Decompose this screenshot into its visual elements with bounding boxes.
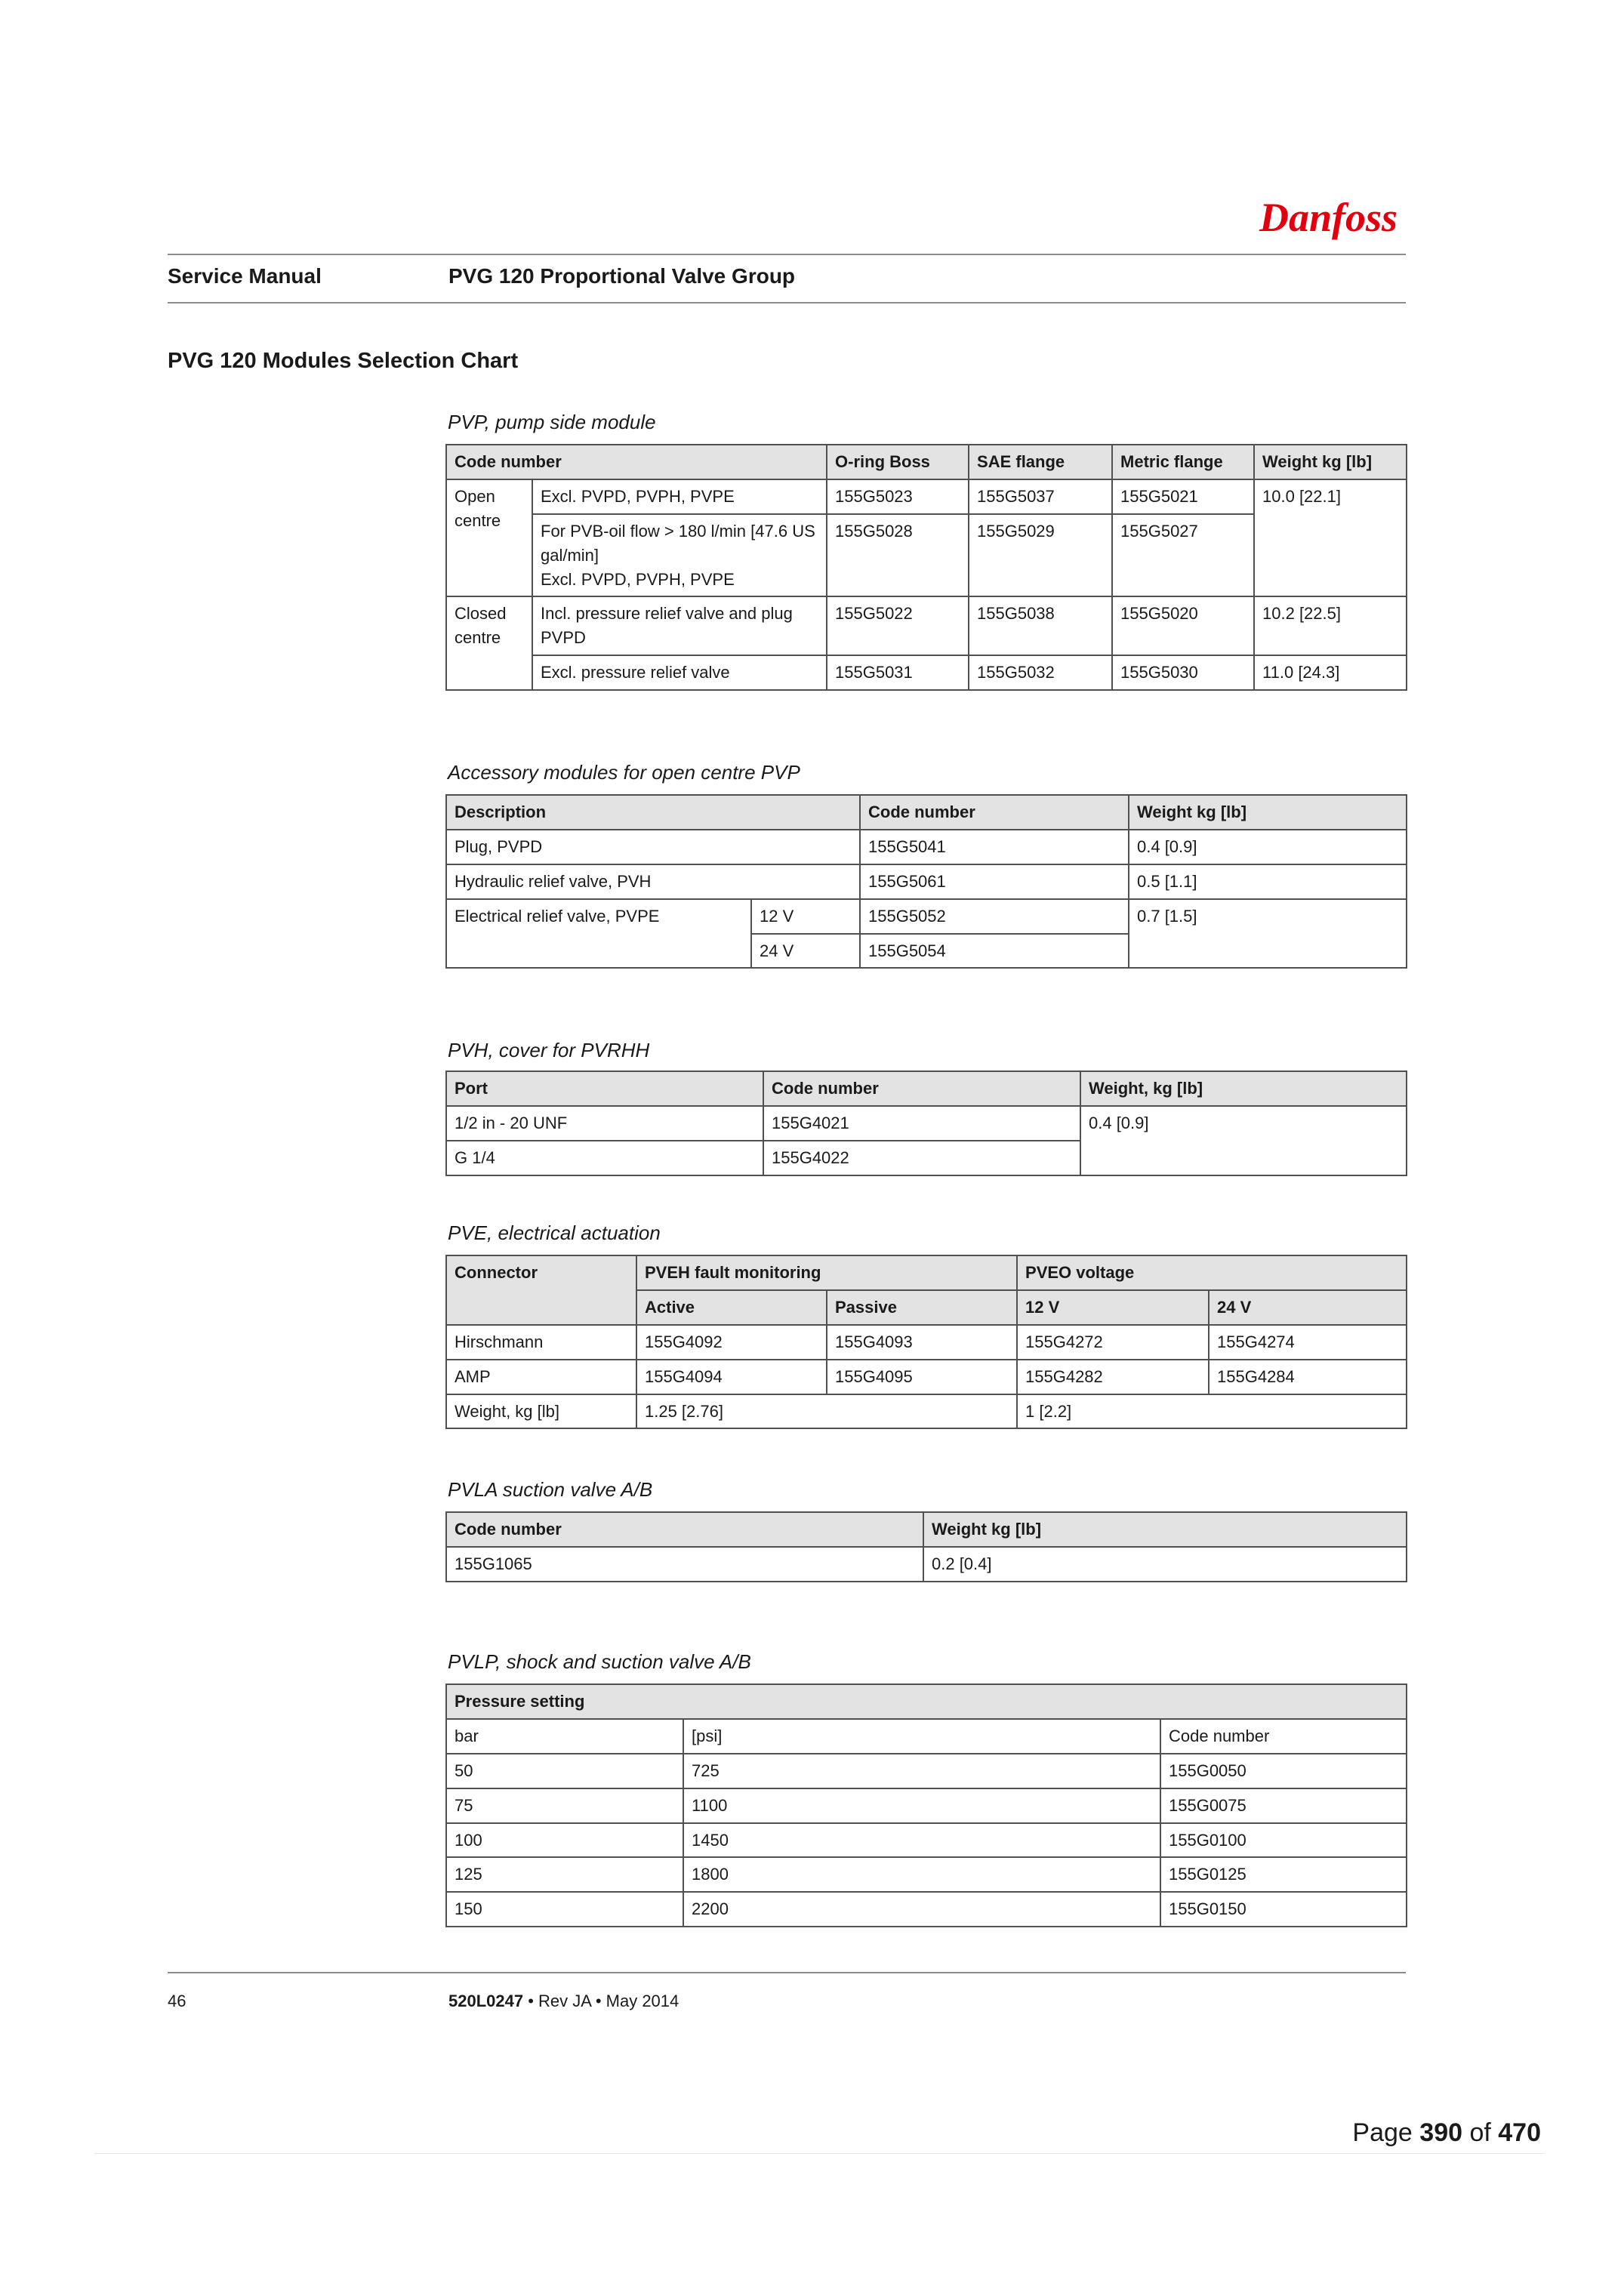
accessory-caption: Accessory modules for open centre PVP — [448, 761, 800, 784]
table-header-row — [446, 1512, 1407, 1547]
cell-sae: 155G5038 — [969, 596, 1112, 655]
cell-metric: 155G5027 — [1112, 514, 1254, 597]
footer-rule — [168, 1972, 1406, 1973]
cell-weight-pveo: 1 [2.2] — [1017, 1394, 1407, 1429]
table-header-row — [446, 1071, 1407, 1106]
cell-code: 155G4022 — [763, 1141, 1080, 1175]
col-header-port: Port — [446, 1071, 763, 1106]
header-bottom-rule — [168, 302, 1406, 303]
cell-metric: 155G5020 — [1112, 596, 1254, 655]
cell-oring: 155G5031 — [827, 655, 969, 690]
cell-weight: 11.0 [24.3] — [1254, 655, 1407, 690]
cell-active: 155G4092 — [636, 1325, 827, 1360]
cell-voltage: 12 V — [751, 899, 860, 934]
pve-caption: PVE, electrical actuation — [448, 1221, 661, 1244]
col-header-24v: 24 V — [1209, 1290, 1407, 1325]
cell-weight-pveh: 1.25 [2.76] — [636, 1394, 1017, 1429]
col-header-weight: Weight, kg [lb] — [1080, 1071, 1407, 1106]
cell-bar: 75 — [446, 1788, 683, 1823]
col-subheader-psi: [psi] — [683, 1719, 1160, 1754]
table-header-row — [446, 1684, 1407, 1719]
danfoss-logo — [1253, 184, 1404, 245]
table-row — [446, 1754, 1407, 1788]
viewer-page-separator — [94, 2153, 1544, 2154]
col-header-weight: Weight kg [lb] — [1129, 795, 1407, 830]
cell-code: 155G4021 — [763, 1106, 1080, 1141]
table-row — [446, 1892, 1407, 1927]
cell-code: 155G0100 — [1160, 1823, 1407, 1858]
cell-12v: 155G4272 — [1017, 1325, 1209, 1360]
pvp-table — [445, 444, 1407, 691]
cell-port: G 1/4 — [446, 1141, 763, 1175]
col-header-passive: Passive — [827, 1290, 1017, 1325]
cell-sae: 155G5037 — [969, 479, 1112, 514]
cell-code: 155G0150 — [1160, 1892, 1407, 1927]
cell-connector: Hirschmann — [446, 1325, 636, 1360]
cell-psi: 1450 — [683, 1823, 1160, 1858]
cell-weight: 0.7 [1.5] — [1129, 899, 1407, 969]
pvp-caption: PVP, pump side module — [448, 411, 656, 433]
cell-desc: Incl. pressure relief valve and plug PVPD — [532, 596, 827, 655]
cell-24v: 155G4274 — [1209, 1325, 1407, 1360]
col-header-weight: Weight kg [lb] — [1254, 445, 1407, 479]
cell-sae: 155G5029 — [969, 514, 1112, 597]
table-row — [446, 1394, 1407, 1429]
cell-weight: 0.4 [0.9] — [1129, 830, 1407, 864]
cell-oring: 155G5022 — [827, 596, 969, 655]
cell-weight: 0.4 [0.9] — [1080, 1106, 1407, 1175]
header-manual-label: Service Manual — [168, 264, 322, 288]
pve-table — [445, 1255, 1407, 1429]
col-header-pveo: PVEO voltage — [1017, 1255, 1407, 1290]
pager-of: of — [1462, 2118, 1499, 2147]
cell-desc: Excl. pressure relief valve — [532, 655, 827, 690]
pvlp-table — [445, 1684, 1407, 1927]
table-row — [446, 1106, 1407, 1141]
footer-doc-number: 520L0247 — [448, 1992, 524, 2010]
pager-prefix: Page — [1352, 2118, 1420, 2147]
cell-port: 1/2 in - 20 UNF — [446, 1106, 763, 1141]
cell-code: 155G5041 — [860, 830, 1129, 864]
cell-passive: 155G4093 — [827, 1325, 1017, 1360]
table-row — [446, 899, 1407, 934]
col-subheader-code: Code number — [1160, 1719, 1407, 1754]
cell-weight: 0.5 [1.1] — [1129, 864, 1407, 899]
cell-weight: 10.0 [22.1] — [1254, 479, 1407, 597]
cell-connector: AMP — [446, 1360, 636, 1394]
cell-desc-line1: For PVB-oil flow > 180 l/min [47.6 US gal/min] — [541, 521, 815, 565]
cell-12v: 155G4282 — [1017, 1360, 1209, 1394]
table-row — [446, 1325, 1407, 1360]
col-header-connector: Connector — [446, 1255, 636, 1325]
cell-psi: 2200 — [683, 1892, 1160, 1927]
cell-code: 155G0050 — [1160, 1754, 1407, 1788]
cell-psi: 1800 — [683, 1857, 1160, 1892]
accessory-table — [445, 794, 1407, 969]
group-label-open: Open centre — [446, 479, 532, 597]
cell-passive: 155G4095 — [827, 1360, 1017, 1394]
col-header-pveh: PVEH fault monitoring — [636, 1255, 1017, 1290]
col-header-weight: Weight kg [lb] — [923, 1512, 1407, 1547]
footer-doc-revision: • Rev JA • May 2014 — [523, 1992, 679, 2010]
col-header-sae: SAE flange — [969, 445, 1112, 479]
pager-current: 390 — [1419, 2118, 1463, 2147]
col-header-code: Code number — [763, 1071, 1080, 1106]
footer-page-number: 46 — [168, 1992, 186, 2010]
cell-desc: Electrical relief valve, PVPE — [446, 899, 751, 969]
cell-weight: 10.2 [22.5] — [1254, 596, 1407, 655]
table-header-row — [446, 1255, 1407, 1290]
cell-weight: 0.2 [0.4] — [923, 1547, 1407, 1582]
cell-desc: Hydraulic relief valve, PVH — [446, 864, 860, 899]
table-row — [446, 596, 1407, 655]
table-row — [446, 1547, 1407, 1582]
col-header-code: Code number — [860, 795, 1129, 830]
col-header-active: Active — [636, 1290, 827, 1325]
cell-weight-label: Weight, kg [lb] — [446, 1394, 636, 1429]
table-row — [446, 479, 1407, 514]
header-top-rule — [168, 254, 1406, 255]
col-header-code: Code number — [446, 1512, 923, 1547]
logo-text: Danfoss — [1259, 195, 1398, 240]
cell-code: 155G0125 — [1160, 1857, 1407, 1892]
cell-sae: 155G5032 — [969, 655, 1112, 690]
col-header-code: Code number — [446, 445, 827, 479]
table-row — [446, 864, 1407, 899]
col-header-description: Description — [446, 795, 860, 830]
cell-desc: Plug, PVPD — [446, 830, 860, 864]
table-row — [446, 655, 1407, 690]
col-subheader-bar: bar — [446, 1719, 683, 1754]
table-row — [446, 1857, 1407, 1892]
table-header-row — [446, 445, 1407, 479]
col-header-pressure: Pressure setting — [446, 1684, 1407, 1719]
pvh-caption: PVH, cover for PVRHH — [448, 1039, 650, 1061]
cell-code: 155G5054 — [860, 934, 1129, 969]
cell-24v: 155G4284 — [1209, 1360, 1407, 1394]
cell-bar: 125 — [446, 1857, 683, 1892]
cell-active: 155G4094 — [636, 1360, 827, 1394]
cell-bar: 50 — [446, 1754, 683, 1788]
cell-psi: 725 — [683, 1754, 1160, 1788]
cell-metric: 155G5030 — [1112, 655, 1254, 690]
cell-desc-line2: Excl. PVPD, PVPH, PVPE — [541, 569, 735, 589]
table-row — [446, 830, 1407, 864]
table-header-row — [446, 795, 1407, 830]
table-row — [446, 1823, 1407, 1858]
cell-voltage: 24 V — [751, 934, 860, 969]
col-header-metric: Metric flange — [1112, 445, 1254, 479]
col-header-oring: O-ring Boss — [827, 445, 969, 479]
cell-psi: 1100 — [683, 1788, 1160, 1823]
table-row — [446, 1360, 1407, 1394]
pvh-table — [445, 1070, 1407, 1176]
cell-metric: 155G5021 — [1112, 479, 1254, 514]
pvlp-caption: PVLP, shock and suction valve A/B — [448, 1650, 751, 1673]
cell-code: 155G0075 — [1160, 1788, 1407, 1823]
col-header-12v: 12 V — [1017, 1290, 1209, 1325]
pvla-table — [445, 1511, 1407, 1582]
cell-bar: 150 — [446, 1892, 683, 1927]
cell-oring: 155G5028 — [827, 514, 969, 597]
footer-doc-reference — [448, 1992, 679, 2011]
page-title: PVG 120 Modules Selection Chart — [168, 349, 519, 373]
header-product-title: PVG 120 Proportional Valve Group — [448, 264, 796, 288]
table-row — [446, 1788, 1407, 1823]
group-label-closed: Closed centre — [446, 596, 532, 690]
pager-total: 470 — [1498, 2118, 1541, 2147]
cell-desc: Excl. PVPD, PVPH, PVPE — [532, 479, 827, 514]
pvla-caption: PVLA suction valve A/B — [448, 1478, 653, 1501]
pdf-page-indicator — [1352, 2118, 1541, 2148]
cell-code: 155G5061 — [860, 864, 1129, 899]
cell-bar: 100 — [446, 1823, 683, 1858]
cell-oring: 155G5023 — [827, 479, 969, 514]
cell-code: 155G5052 — [860, 899, 1129, 934]
table-subheader-row — [446, 1719, 1407, 1754]
cell-desc — [532, 514, 827, 597]
cell-code: 155G1065 — [446, 1547, 923, 1582]
